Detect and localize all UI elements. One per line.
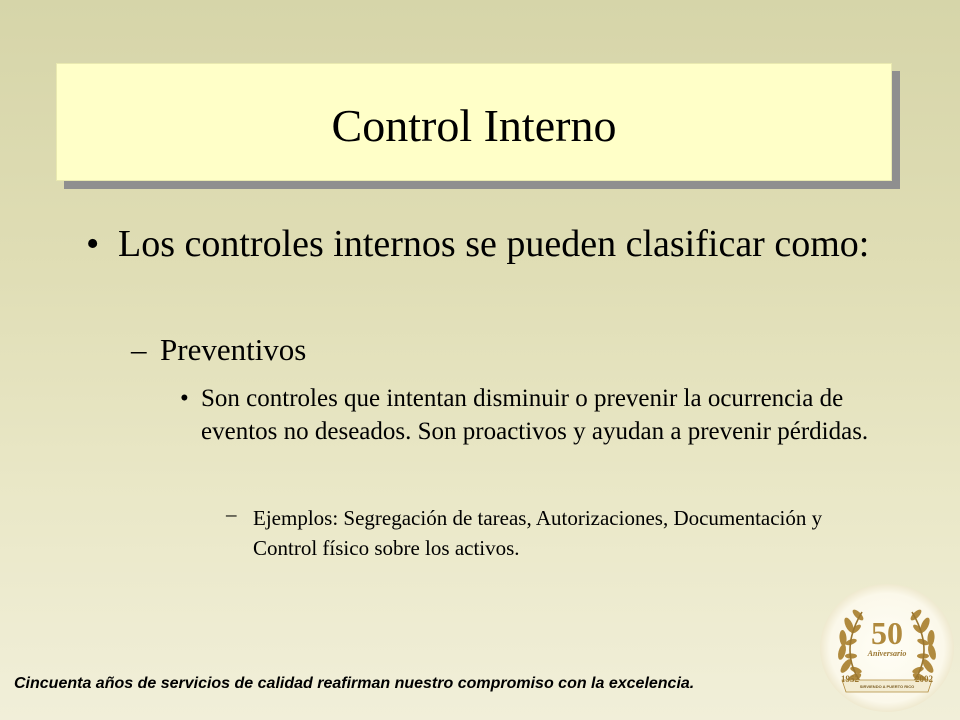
logo-word: Aniversario xyxy=(867,649,907,658)
logo-number: 50 xyxy=(871,615,903,651)
logo-ribbon-text: SIRVIENDO A PUERTO RICO xyxy=(859,684,915,689)
footer-tagline: Cincuenta años de servicios de calidad reafirman nuestro compromiso con la excelencia. xyxy=(14,675,695,692)
bullet-text-level2: Preventivos xyxy=(160,332,307,367)
bullet-text-level3: Son controles que intentan disminuir o prevenir la ocurrencia de eventos no deseados. Son proactivos y ayudan a prevenir pérdidas. xyxy=(201,385,869,445)
dash-marker-level2: – xyxy=(131,332,147,367)
logo-year-end: 2002 xyxy=(915,674,933,684)
dash-marker-level4: – xyxy=(226,502,237,526)
anniversary-logo xyxy=(818,582,956,714)
bullet-text-level1: Los controles internos se pueden clasificar como: xyxy=(118,223,870,265)
slide-title: Control Interno xyxy=(331,100,617,151)
bullet-marker-level3: • xyxy=(180,385,189,412)
logo-year-start: 1952 xyxy=(841,674,859,684)
bullet-text-level4: Ejemplos: Segregación de tareas, Autorizaciones, Documentación y Control físico sobre los activos. xyxy=(253,506,823,560)
bullet-marker-level1: • xyxy=(86,223,100,265)
